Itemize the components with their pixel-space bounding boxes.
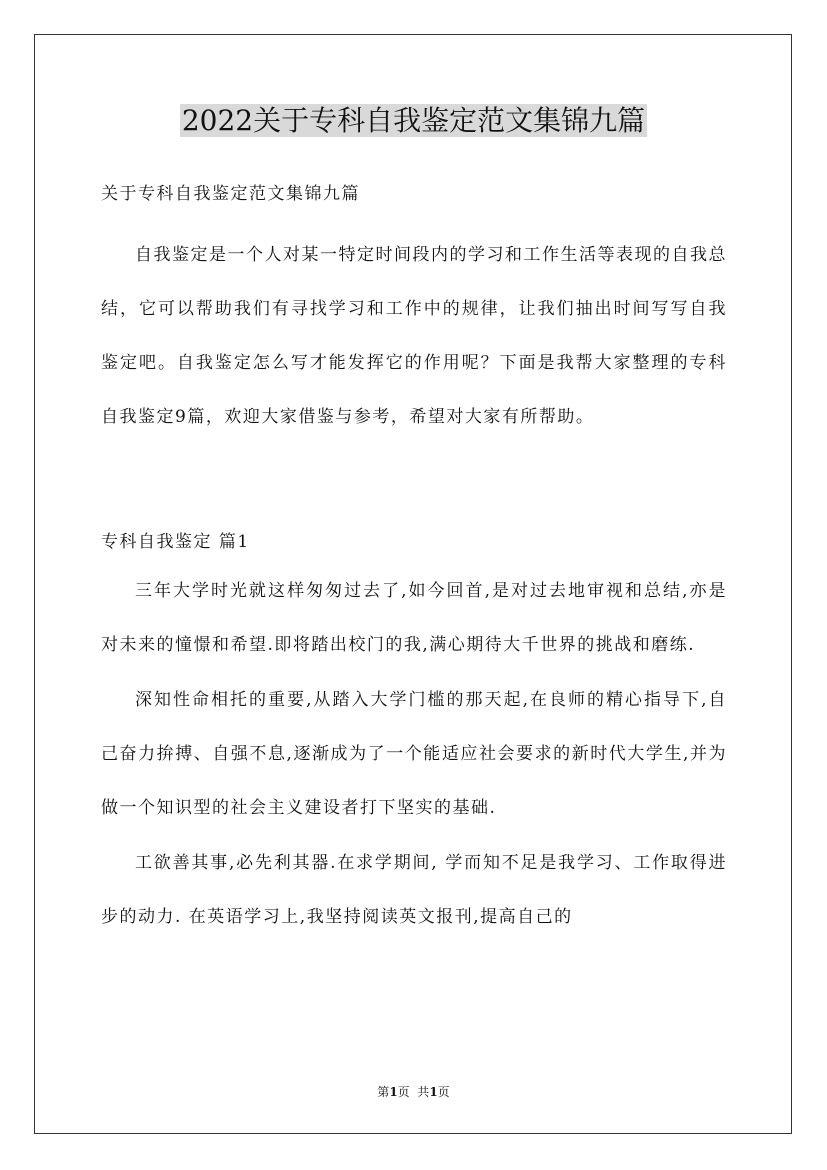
page-footer: [0, 1083, 827, 1101]
section-heading: 专科自我鉴定 篇1: [101, 532, 250, 552]
footer-prefix: 第: [377, 1085, 390, 1099]
footer-page-current: 1: [389, 1085, 398, 1099]
body-paragraph-1: 三年大学时光就这样匆匆过去了,如今回首,是对过去地审视和总结,亦是对未来的憧憬和希望.即将踏出校门的我,满心期待大千世界的挑战和磨练.: [101, 581, 727, 655]
document-subtitle: 关于专科自我鉴定范文集锦九篇: [101, 184, 360, 204]
intro-paragraph: 自我鉴定是一个人对某一特定时间段内的学习和工作生活等表现的自我总结，它可以帮助我们有寻找学习和工作中的规律，让我们抽出时间写写自我鉴定吧。自我鉴定怎么写才能发挥它的作用呢？下面是我帮大家整理的专科自我鉴定9篇，欢迎大家借鉴与参考，希望对大家有所帮助。: [101, 245, 727, 427]
document-body: [101, 172, 727, 944]
footer-page-total: 1: [429, 1085, 438, 1099]
body-paragraph-2: 深知性命相托的重要,从踏入大学门槛的那天起,在良师的精心指导下,自己奋力拚搏、自强不息,逐渐成为了一个能适应社会要求的新时代大学生,并为做一个知识型的社会主义建设者打下坚实的基础.: [101, 690, 727, 818]
body-paragraph-3: 工欲善其事,必先利其器.在求学期间, 学而知不足是我学习、工作取得进步的动力. 在英语学习上,我坚持阅读英文报刊,提高自己的: [101, 853, 727, 927]
document-title-text: 2022关于专科自我鉴定范文集锦九篇: [181, 104, 646, 137]
footer-suffix: 页: [437, 1085, 450, 1099]
document-title: [0, 99, 827, 143]
footer-mid: 页 共: [397, 1085, 430, 1099]
